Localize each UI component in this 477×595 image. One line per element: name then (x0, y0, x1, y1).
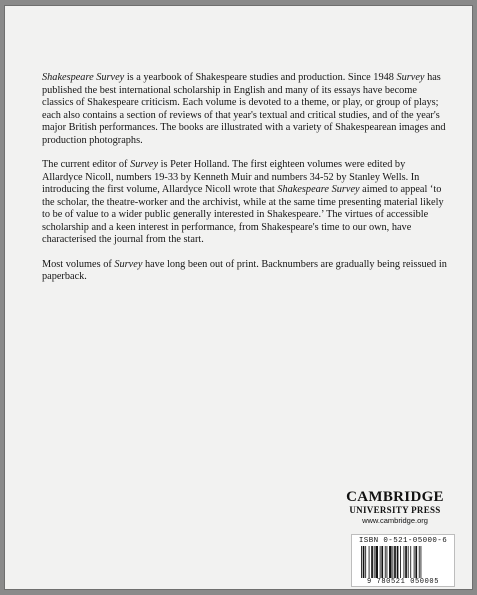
barcode-bar (363, 546, 365, 578)
blurb-paragraph-3: Most volumes of Survey have long been out of print. Backnumbers are gradually being reissued in paperback. (42, 258, 447, 282)
barcode-bar (369, 546, 370, 578)
barcode-bars (360, 546, 446, 578)
barcode-bar (389, 546, 392, 578)
barcode-bar (400, 546, 401, 578)
barcode-bar (419, 546, 420, 578)
barcode-bar (415, 546, 417, 578)
barcode-bar (365, 546, 366, 578)
publisher-url: www.cambridge.org (362, 516, 428, 525)
barcode-bar (392, 546, 393, 578)
barcode-bar (414, 546, 415, 578)
blurb-paragraph-1: Shakespeare Survey is a yearbook of Shakespeare studies and production. Since 1948 Survey has published the best international scholarship in English and many of its essays have become classics of Shakespeare criticism. Each volume is devoted to a theme, or play, or group of plays; each also contains a section of reviews of that year's textual and critical studies, and of the year's major British performances. The books are illustrated with a variety of Shakespearean images and production photographs. (42, 72, 446, 146)
barcode-bar (361, 546, 362, 578)
barcode-bar (404, 546, 405, 578)
blurb-paragraph-2: The current editor of Survey is Peter Holland. The first eighteen volumes were edited by Allardyce Nicoll, numbers 19-33 by Kenneth Muir and numbers 34-52 by Stanley Wells. In introducing the first volume, Allardyce Nicoll wrote that Shakespeare Survey aimed to appeal ‘to the scholar, the theatre-worker and the archivist, while at the same time presenting material likely to be of value to a wider public generally interested in Shakespeare.’ The virtues of accessible scholarship and a keen interest in performance, from Shakespeare's time to our own, have characterised the journal from the start. (42, 159, 444, 245)
barcode-bar (385, 546, 386, 578)
barcode-bar (410, 546, 411, 578)
barcode-bar (371, 546, 373, 578)
barcode-bar (381, 546, 383, 578)
publisher-logo (333, 490, 457, 525)
barcode-digits: 9 780521 050005 (366, 578, 439, 586)
barcode-bar (408, 546, 409, 578)
book-back-cover (4, 5, 473, 590)
isbn-barcode (351, 534, 455, 587)
barcode-bar (405, 546, 407, 578)
barcode-bar (375, 546, 378, 578)
barcode-bar (397, 546, 399, 578)
blurb-text (42, 72, 447, 296)
publisher-subtitle: UNIVERSITY PRESS (349, 505, 441, 515)
barcode-bar (421, 546, 422, 578)
publisher-name: CAMBRIDGE (346, 489, 444, 505)
barcode-bar (380, 546, 381, 578)
isbn-label: ISBN 0-521-05000-6 (358, 537, 448, 545)
barcode-bar (394, 546, 396, 578)
series-title: Shakespeare Survey (42, 72, 125, 83)
barcode-bar (387, 546, 388, 578)
barcode-bar (374, 546, 375, 578)
